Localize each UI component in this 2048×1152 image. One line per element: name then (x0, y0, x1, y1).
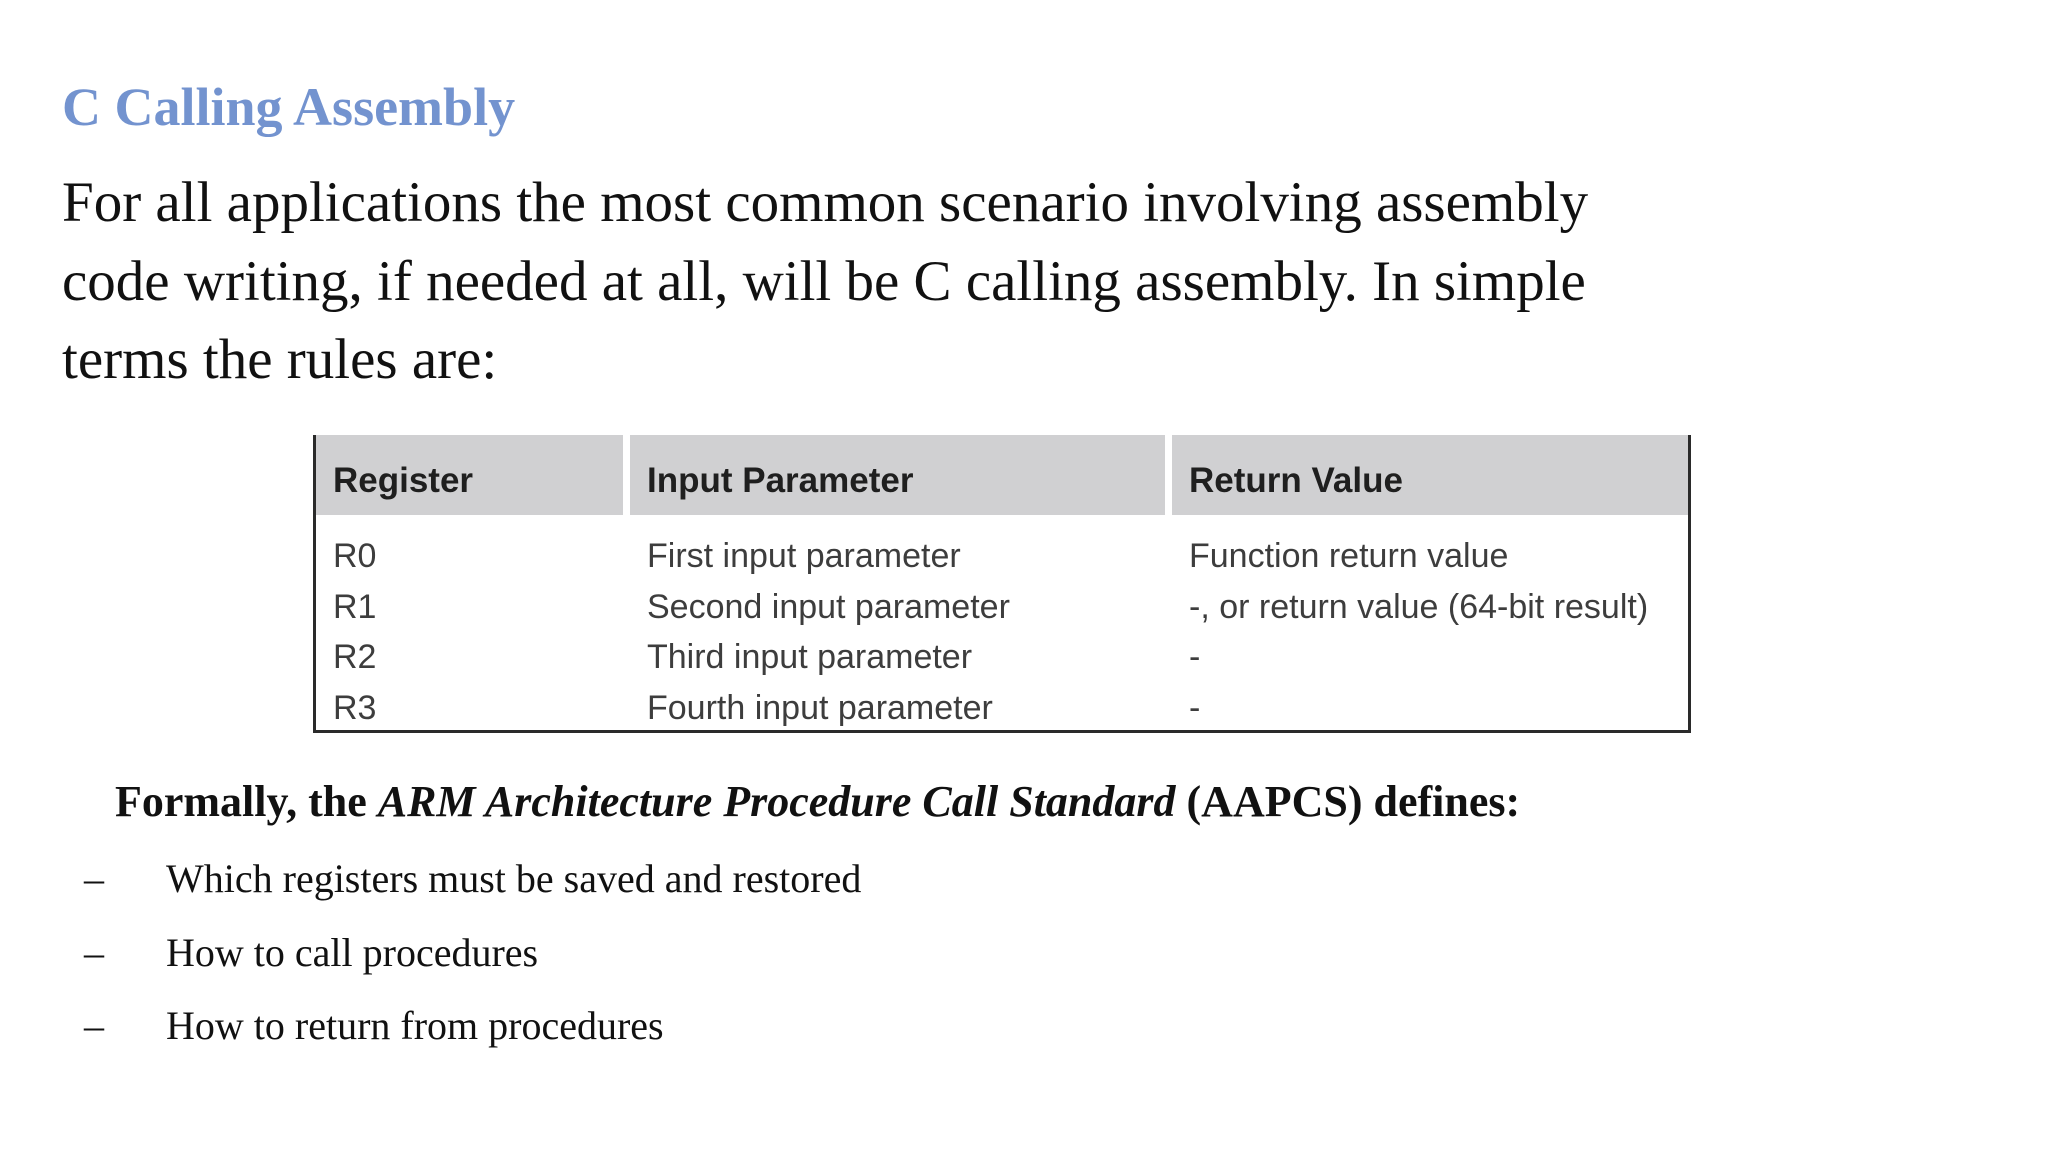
table-row (316, 683, 1688, 734)
slide-title: C Calling Assembly (62, 77, 516, 137)
list-item (84, 924, 861, 998)
table-cell-input-parameter: Fourth input parameter (647, 688, 993, 727)
table-header-input-parameter: Input Parameter (630, 435, 1165, 515)
dash-bullet-icon: – (84, 929, 104, 975)
table-header-register: Register (316, 435, 623, 515)
register-table (313, 435, 1691, 733)
intro-paragraph: For all applications the most common scenario involving assembly code writing, if needed at all, will be C calling assembly. In simple terms the rules are: (62, 171, 1589, 391)
table-cell-register: R3 (333, 688, 377, 727)
list-item-text: How to call procedures (166, 929, 539, 975)
table-cell-return-value: Function return value (1189, 537, 1509, 575)
aapcs-standard-name: ARM Architecture Procedure Call Standard (377, 777, 1176, 826)
list-item-text: Which registers must be saved and restored (166, 856, 862, 901)
table-cell-register: R2 (333, 638, 377, 676)
table-row (316, 531, 1688, 582)
table-cell-return-value: - (1189, 688, 1201, 727)
aapcs-statement (115, 776, 1520, 827)
aapcs-statement-prefix: Formally, the (115, 777, 378, 826)
table-cell-return-value: - (1189, 638, 1201, 676)
table-header-row (316, 435, 1688, 515)
table-header-return-value: Return Value (1172, 435, 1688, 515)
table-cell-return-value: -, or return value (64-bit result) (1189, 587, 1649, 626)
table-cell-input-parameter: Third input parameter (647, 638, 973, 676)
table-body (316, 531, 1688, 733)
list-item-text: How to return from procedures (166, 1003, 664, 1048)
list-item (84, 850, 861, 924)
dash-bullet-icon: – (84, 1003, 104, 1048)
table-cell-register: R0 (333, 537, 377, 575)
table-cell-register: R1 (333, 587, 377, 626)
dash-bullet-icon: – (84, 856, 104, 901)
list-item (84, 997, 861, 1071)
aapcs-statement-suffix: (AAPCS) defines: (1175, 777, 1521, 826)
table-cell-input-parameter: First input parameter (647, 537, 961, 575)
table-row (316, 632, 1688, 683)
aapcs-bullet-list (84, 850, 861, 1071)
table-row (316, 582, 1688, 633)
table-cell-input-parameter: Second input parameter (647, 587, 1010, 626)
